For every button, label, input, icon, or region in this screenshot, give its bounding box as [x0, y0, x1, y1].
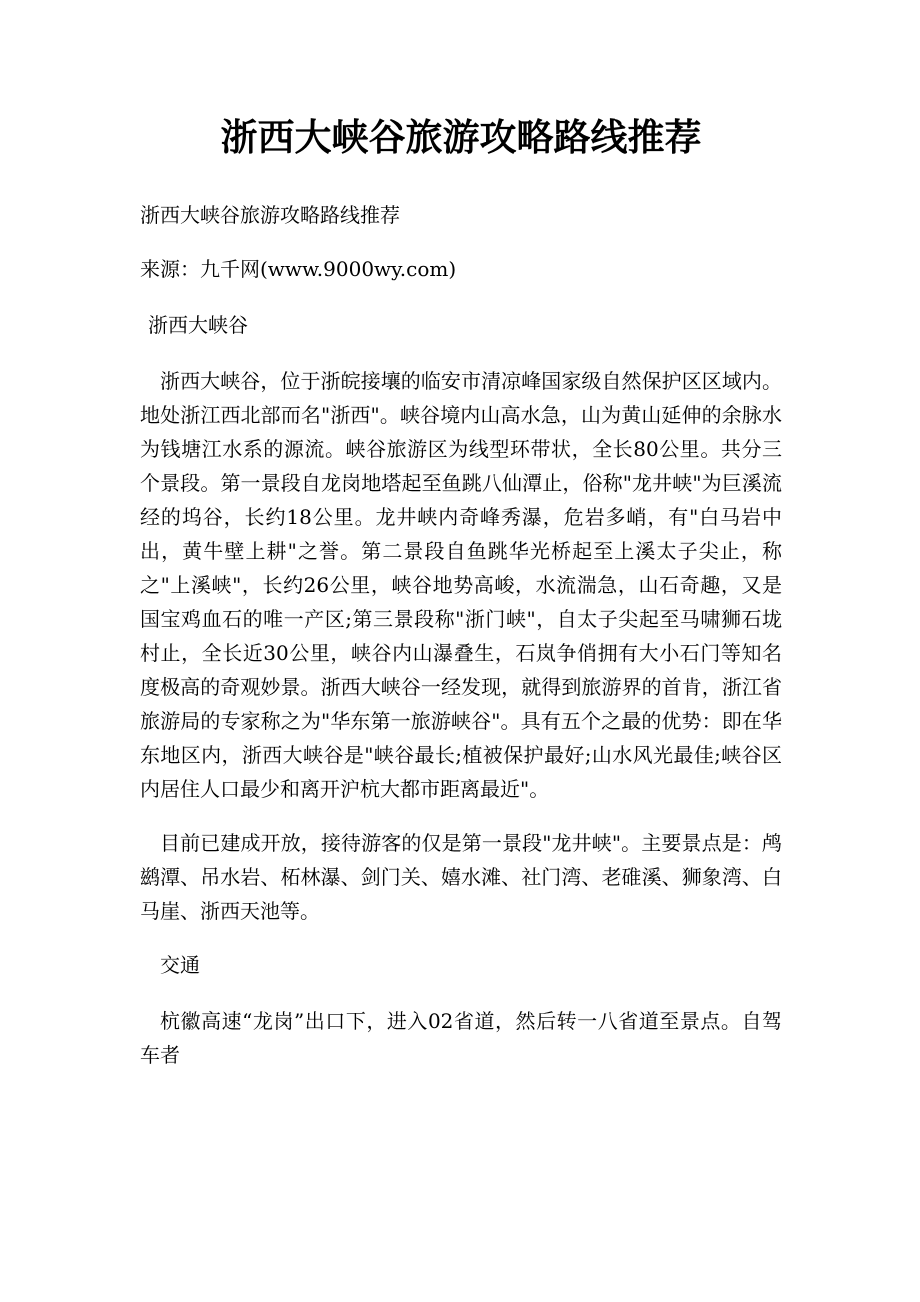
- intro-paragraph: 浙西大峡谷，位于浙皖接壤的临安市清凉峰国家级自然保护区区域内。地处浙江西北部而名"浙西"。峡谷境内山高水急，山为黄山延伸的余脉水为钱塘江水系的源流。峡谷旅游区为线型环带状，全长80公里。共分三个景段。第一景段自龙岗地塔起至鱼跳八仙潭止，俗称"龙井峡"为巨溪流经的坞谷，长约18公里。龙井峡内奇峰秀瀑，危岩多峭，有"白马岩中出，黄牛壁上耕"之誉。第二景段自鱼跳华光桥起至上溪太子尖止，称之"上溪峡"，长约26公里，峡谷地势高峻，水流湍急，山石奇趣，又是国宝鸡血石的唯一产区;第三景段称"浙门峡"，自太子尖起至马啸狮石垅村止，全长近30公里，峡谷内山瀑叠生，石岚争俏拥有大小石门等知名度极高的奇观妙景。浙西大峡谷一经发现，就得到旅游界的首肯，浙江省旅游局的专家称之为"华东第一旅游峡谷"。具有五个之最的优势：即在华东地区内，浙西大峡谷是"峡谷最长;植被保护最好;山水风光最佳;峡谷区内居住人口最少和离开沪杭大都市距离最近"。: [140, 369, 782, 801]
- section-heading: 浙西大峡谷: [148, 313, 248, 337]
- transport-paragraph: 杭徽高速“龙岗”出口下，进入02省道，然后转一八省道至景点。自驾车者: [140, 1009, 782, 1067]
- document-subtitle: 浙西大峡谷旅游攻略路线推荐: [140, 203, 400, 227]
- attractions-paragraph: 目前已建成开放，接待游客的仅是第一景段"龙井峡"。主要景点是：鸬鹚潭、吊水岩、柘林瀑、剑门关、嬉水滩、社门湾、老碓溪、狮象湾、白马崖、浙西天池等。: [140, 831, 782, 923]
- source-line: 来源：九千网(www.9000wy.com): [140, 257, 457, 281]
- transport-heading: 交通: [160, 953, 200, 977]
- document-title: 浙西大峡谷旅游攻略路线推荐: [220, 115, 702, 159]
